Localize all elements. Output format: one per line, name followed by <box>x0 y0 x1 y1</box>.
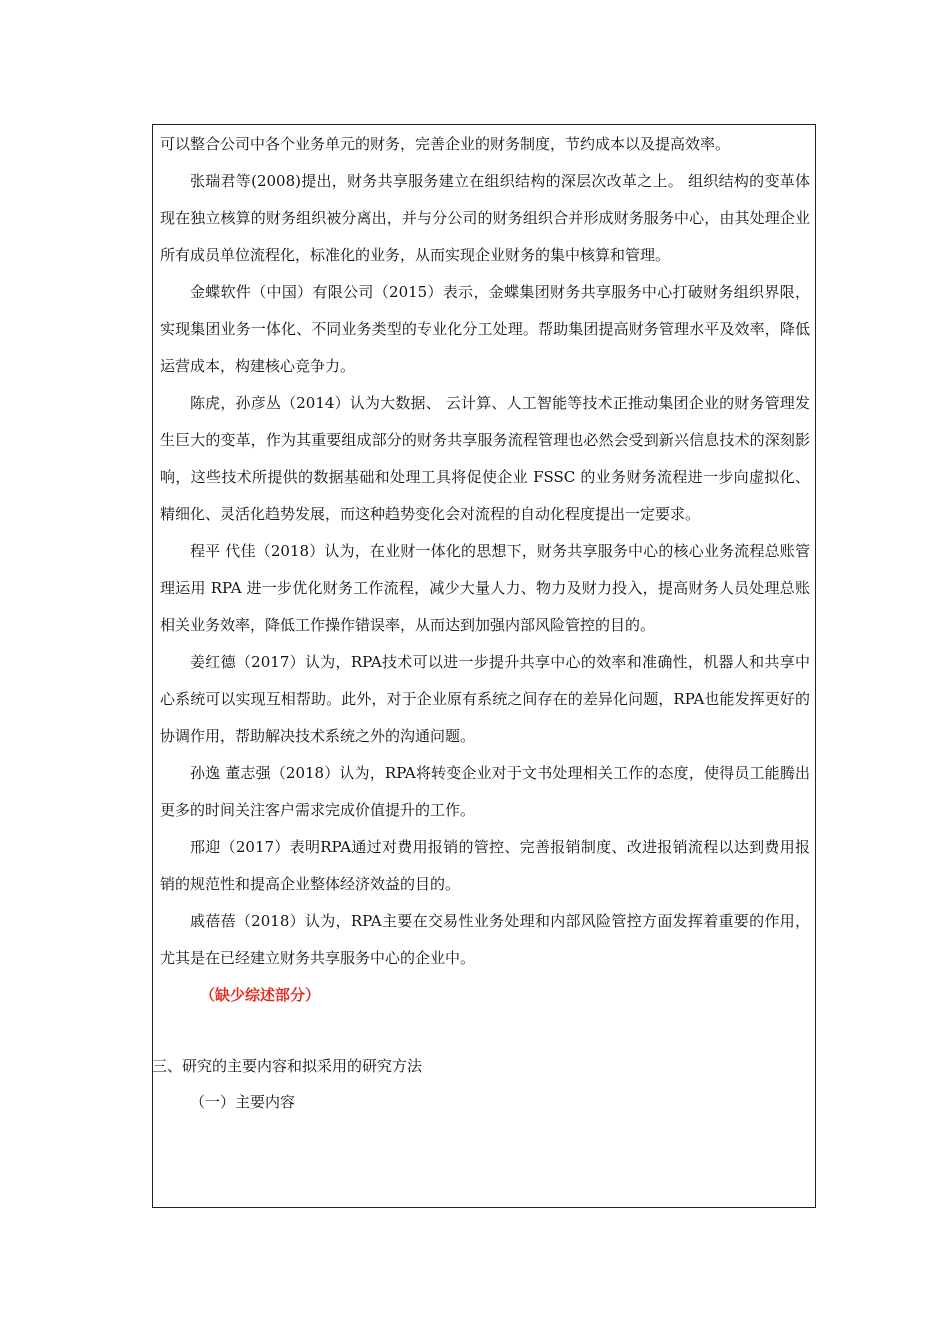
paragraph-sun-yi: 孙逸 董志强（2018）认为，RPA将转变企业对于文书处理相关工作的态度，使得员工能腾出更多的时间关注客户需求完成价值提升的工作。 <box>160 764 810 819</box>
paragraph-kingdee: 金蝶软件（中国）有限公司（2015）表示，金蝶集团财务共享服务中心打破财务组织界限，实现集团业务一体化、不同业务类型的专业化分工处理。帮助集团提高财务管理水平及效率，降低运营成本，构建核心竞争力。 <box>160 283 810 375</box>
spacer <box>160 1014 810 1048</box>
paragraph-chen-hu: 陈虎，孙彦丛（2014）认为大数据、 云计算、人工智能等技术正推动集团企业的财务管理发生巨大的变革，作为其重要组成部分的财务共享服务流程管理也必然会受到新兴信息技术的深刻影响，这些技术所提供的数据基础和处理工具将促使企业 FSSC 的业务财务流程进一步向虚拟化、精细化、灵活化趋势发展，而这种趋势变化会对流程的自动化程度提出一定要求。 <box>160 394 810 523</box>
paragraph-zhang-ruijun: 张瑞君等(2008)提出，财务共享服务建立在组织结构的深层次改革之上。 组织结构的变革体现在独立核算的财务组织被分离出，并与分公司的财务组织合并形成财务服务中心，由其处理企业所有成员单位流程化，标准化的业务，从而实现企业财务的集中核算和管理。 <box>160 172 810 264</box>
paragraph-xing-ying: 邢迎（2017）表明RPA通过对费用报销的管控、完善报销制度、改进报销流程以达到费用报销的规范性和提高企业整体经济效益的目的。 <box>160 838 810 893</box>
paragraph-jiang-hongde: 姜红德（2017）认为，RPA技术可以进一步提升共享中心的效率和准确性，机器人和共享中心系统可以实现互相帮助。此外，对于企业原有系统之间存在的差异化问题，RPA也能发挥更好的协调作用，帮助解决技术系统之外的沟通问题。 <box>160 653 810 745</box>
paragraph-continuation: 可以整合公司中各个业务单元的财务，完善企业的财务制度，节约成本以及提高效率。 <box>160 135 731 153</box>
paragraph-qi-beibei: 戚蓓蓓（2018）认为，RPA主要在交易性业务处理和内部风险管控方面发挥着重要的作用，尤其是在已经建立财务共享服务中心的企业中。 <box>160 912 810 967</box>
document-body <box>152 126 810 1120</box>
subsection-heading: （一）主要内容 <box>190 1093 296 1111</box>
missing-review-note: （缺少综述部分） <box>200 986 321 1004</box>
paragraph-cheng-ping: 程平 代佳（2018）认为，在业财一体化的思想下，财务共享服务中心的核心业务流程总账管理运用 RPA 进一步优化财务工作流程，减少大量人力、物力及财力投入，提高财务人员处理总账相关业务效率，降低工作操作错误率，从而达到加强内部风险管控的目的。 <box>160 542 810 634</box>
section-heading: 三、研究的主要内容和拟采用的研究方法 <box>152 1057 423 1075</box>
